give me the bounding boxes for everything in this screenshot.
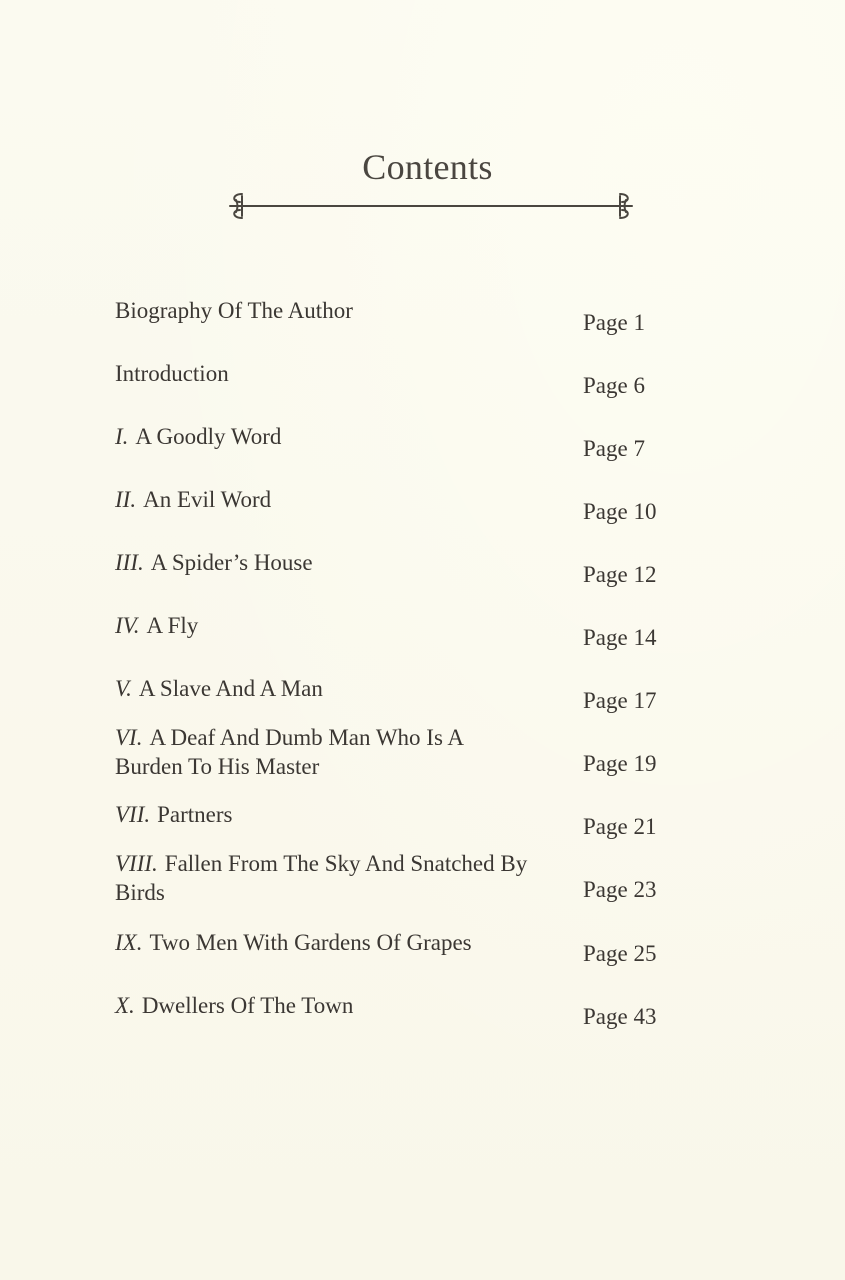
toc-entry-page: Page 1 bbox=[583, 310, 645, 335]
toc-entry-title[interactable] bbox=[115, 991, 555, 1020]
toc-entry-page: Page 14 bbox=[583, 625, 657, 650]
toc-entry-text: Biography Of The Author bbox=[115, 298, 353, 323]
toc-entry-numeral: I. bbox=[115, 424, 129, 449]
toc-entry-page: Page 17 bbox=[583, 688, 657, 713]
toc-entry-page: Page 10 bbox=[583, 499, 657, 524]
toc-entry-page: Page 25 bbox=[583, 941, 657, 966]
toc-entry-text: Partners bbox=[157, 802, 233, 827]
toc-entry-text: A Goodly Word bbox=[135, 424, 282, 449]
toc-entry-page: Page 12 bbox=[583, 562, 657, 587]
toc-entry-numeral: X. bbox=[115, 993, 135, 1018]
toc-entry-text: A Deaf And Dumb Man Who Is A Burden To His Master bbox=[115, 725, 463, 779]
toc-entry-text: Fallen From The Sky And Snatched By Birds bbox=[115, 851, 528, 905]
toc-entry-title[interactable] bbox=[115, 359, 555, 388]
toc-entry-numeral: V. bbox=[115, 676, 132, 701]
toc-entry-title[interactable] bbox=[115, 800, 555, 829]
toc-entry-text: An Evil Word bbox=[143, 487, 272, 512]
toc-entry-title[interactable] bbox=[115, 485, 555, 514]
toc-entry-page: Page 21 bbox=[583, 814, 657, 839]
toc-entry-numeral: VI. bbox=[115, 725, 143, 750]
toc-entry-text: Dwellers Of The Town bbox=[141, 993, 354, 1018]
toc-entry-numeral: IX. bbox=[115, 930, 143, 955]
toc-entry-title[interactable] bbox=[115, 422, 555, 451]
toc-entry-numeral: IV. bbox=[115, 613, 140, 638]
toc-entry-numeral: VIII. bbox=[115, 851, 158, 876]
toc-entry-title[interactable] bbox=[115, 849, 555, 907]
toc-entry-page: Page 23 bbox=[583, 877, 657, 902]
toc-entry-page: Page 19 bbox=[583, 751, 657, 776]
toc-entry-title[interactable] bbox=[115, 674, 555, 703]
toc-entry-page: Page 6 bbox=[583, 373, 645, 398]
toc-entry-text: A Spider’s House bbox=[150, 550, 313, 575]
toc-entry-numeral: II. bbox=[115, 487, 137, 512]
toc-entry-text: Two Men With Gardens Of Grapes bbox=[149, 930, 472, 955]
toc-entry-text: A Slave And A Man bbox=[138, 676, 323, 701]
toc-entry-title[interactable] bbox=[115, 548, 555, 577]
toc-entry-text: A Fly bbox=[146, 613, 199, 638]
toc-entry-title[interactable] bbox=[115, 928, 555, 957]
toc-entry-page: Page 43 bbox=[583, 1004, 657, 1029]
toc-entry-page: Page 7 bbox=[583, 436, 645, 461]
toc-entry-title[interactable] bbox=[115, 296, 555, 325]
contents-heading: Contents bbox=[362, 147, 493, 187]
toc-entry-numeral: VII. bbox=[115, 802, 151, 827]
toc-entry-text: Introduction bbox=[115, 361, 229, 386]
toc-entry-title[interactable] bbox=[115, 611, 555, 640]
toc-entry-title[interactable] bbox=[115, 723, 535, 781]
toc-entry-numeral: III. bbox=[115, 550, 144, 575]
